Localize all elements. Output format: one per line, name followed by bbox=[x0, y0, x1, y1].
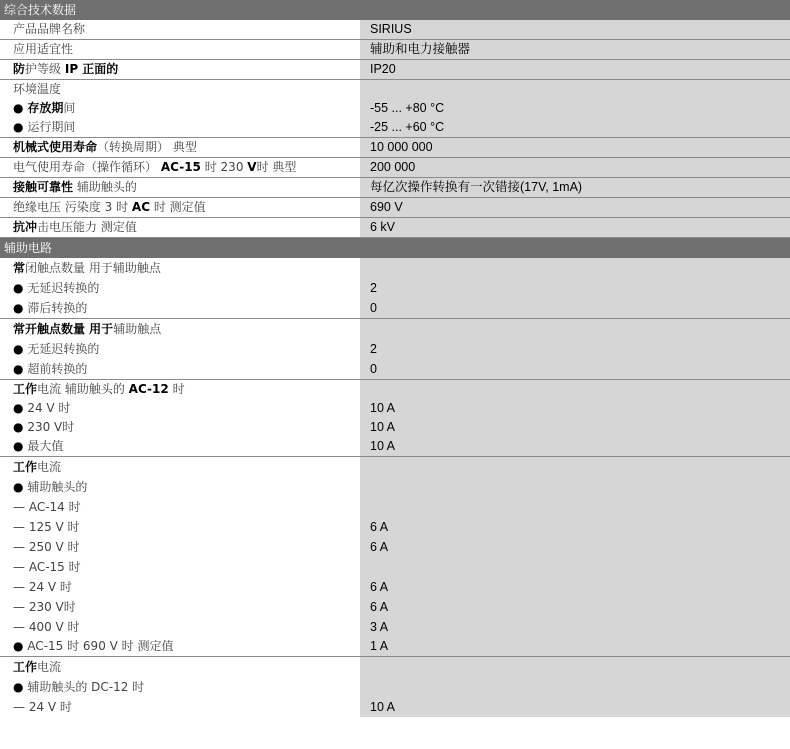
row-value: 10 A bbox=[360, 418, 790, 437]
row-value: 2 bbox=[360, 278, 790, 298]
row-value: 1 A bbox=[360, 637, 790, 657]
row-op-current-head bbox=[0, 457, 790, 478]
row-value: 6 kV bbox=[360, 218, 790, 238]
row-label: 产品品牌名称 bbox=[0, 20, 360, 40]
row-label: 防护等级 IP 正面的 bbox=[0, 60, 360, 80]
row-label: — 230 V时 bbox=[0, 597, 360, 617]
row-nc-head bbox=[0, 258, 790, 278]
row-application bbox=[0, 40, 790, 60]
bullet-icon: ● bbox=[13, 281, 24, 295]
row-label: — 250 V 时 bbox=[0, 537, 360, 557]
bullet-icon: ● bbox=[13, 120, 24, 134]
section-title: 综合技术数据 bbox=[0, 0, 790, 20]
row-insulation bbox=[0, 198, 790, 218]
row-label: 工作电流 bbox=[0, 657, 360, 678]
row-label: ● 滞后转换的 bbox=[0, 298, 360, 319]
row-value: 6 A bbox=[360, 517, 790, 537]
row-label: ● 230 V时 bbox=[0, 418, 360, 437]
row-label: ● 存放期间 bbox=[0, 99, 360, 118]
row-label: — 24 V 时 bbox=[0, 697, 360, 717]
row-value: 0 bbox=[360, 359, 790, 380]
row-label: — 24 V 时 bbox=[0, 577, 360, 597]
row-label: 工作电流 辅助触头的 AC-12 时 bbox=[0, 380, 360, 400]
row-label: ● 24 V 时 bbox=[0, 399, 360, 418]
row-label: 常开触点数量 用于辅助触点 bbox=[0, 319, 360, 340]
row-value: 690 V bbox=[360, 198, 790, 218]
row-value: 10 A bbox=[360, 697, 790, 717]
section-header-aux bbox=[0, 238, 790, 259]
row-label: — AC-15 时 bbox=[0, 557, 360, 577]
row-label: ● 超前转换的 bbox=[0, 359, 360, 380]
row-contact-reliability bbox=[0, 178, 790, 198]
bullet-icon: ● bbox=[13, 480, 24, 494]
row-no-instant bbox=[0, 339, 790, 359]
row-label: — 400 V 时 bbox=[0, 617, 360, 637]
row-value: 10 A bbox=[360, 399, 790, 418]
bullet-icon: ● bbox=[13, 342, 24, 356]
row-ac15-690v bbox=[0, 637, 790, 657]
row-label: 绝缘电压 污染度 3 时 AC 时 测定值 bbox=[0, 198, 360, 218]
row-ac14 bbox=[0, 497, 790, 517]
bullet-icon: ● bbox=[13, 439, 24, 453]
bullet-icon: ● bbox=[13, 401, 24, 415]
row-ac14-125v bbox=[0, 517, 790, 537]
row-label: 电气使用寿命（操作循环） AC-15 时 230 V时 典型 bbox=[0, 158, 360, 178]
row-label: — AC-14 时 bbox=[0, 497, 360, 517]
row-label: 机械式使用寿命（转换周期） 典型 bbox=[0, 138, 360, 158]
row-label: ● 辅助触头的 bbox=[0, 477, 360, 497]
row-dc12 bbox=[0, 677, 790, 697]
row-ac12-24v bbox=[0, 399, 790, 418]
row-ac15-400v bbox=[0, 617, 790, 637]
row-nc-lagging bbox=[0, 298, 790, 319]
bullet-icon: ● bbox=[13, 101, 24, 115]
row-label: ● 运行期间 bbox=[0, 118, 360, 138]
row-value: 6 A bbox=[360, 577, 790, 597]
row-ac15-230v bbox=[0, 597, 790, 617]
row-ac12-230v bbox=[0, 418, 790, 437]
bullet-icon: ● bbox=[13, 680, 24, 694]
row-ac12-max bbox=[0, 437, 790, 457]
row-value: SIRIUS bbox=[360, 20, 790, 40]
bullet-icon: ● bbox=[13, 639, 24, 653]
row-ambient bbox=[0, 80, 790, 100]
row-value: -55 ... +80 °C bbox=[360, 99, 790, 118]
row-label: ● 辅助触头的 DC-12 时 bbox=[0, 677, 360, 697]
bullet-icon: ● bbox=[13, 420, 24, 434]
row-ac15-24v bbox=[0, 577, 790, 597]
row-storage bbox=[0, 99, 790, 118]
row-ac15 bbox=[0, 557, 790, 577]
row-value: 0 bbox=[360, 298, 790, 319]
row-label: ● 最大值 bbox=[0, 437, 360, 457]
bullet-icon: ● bbox=[13, 301, 24, 315]
row-label: ● AC-15 时 690 V 时 测定值 bbox=[0, 637, 360, 657]
row-protection bbox=[0, 60, 790, 80]
row-value: 200 000 bbox=[360, 158, 790, 178]
row-value: 辅助和电力接触器 bbox=[360, 40, 790, 60]
row-value: 每亿次操作转换有一次错接(17V, 1mA) bbox=[360, 178, 790, 198]
row-label: ● 无延迟转换的 bbox=[0, 278, 360, 298]
row-value: 10 000 000 bbox=[360, 138, 790, 158]
row-label: 抗冲击电压能力 测定值 bbox=[0, 218, 360, 238]
row-value: 6 A bbox=[360, 537, 790, 557]
section-title: 辅助电路 bbox=[0, 238, 790, 259]
row-value: 6 A bbox=[360, 597, 790, 617]
row-dc12-24v bbox=[0, 697, 790, 717]
row-value: IP20 bbox=[360, 60, 790, 80]
row-label: ● 无延迟转换的 bbox=[0, 339, 360, 359]
row-value: 3 A bbox=[360, 617, 790, 637]
row-aux-contacts bbox=[0, 477, 790, 497]
row-nc-instant bbox=[0, 278, 790, 298]
row-value: -25 ... +60 °C bbox=[360, 118, 790, 138]
row-no-head bbox=[0, 319, 790, 340]
row-mech-life bbox=[0, 138, 790, 158]
row-op-current-head-2 bbox=[0, 657, 790, 678]
row-label: — 125 V 时 bbox=[0, 517, 360, 537]
row-label: 应用适宜性 bbox=[0, 40, 360, 60]
row-operation bbox=[0, 118, 790, 138]
row-ac14-250v bbox=[0, 537, 790, 557]
row-no-leading bbox=[0, 359, 790, 380]
row-brand bbox=[0, 20, 790, 40]
section-header-general bbox=[0, 0, 790, 20]
row-surge bbox=[0, 218, 790, 238]
row-label: 常闭触点数量 用于辅助触点 bbox=[0, 258, 360, 278]
row-label: 接触可靠性 辅助触头的 bbox=[0, 178, 360, 198]
bullet-icon: ● bbox=[13, 362, 24, 376]
row-elec-life bbox=[0, 158, 790, 178]
row-value: 2 bbox=[360, 339, 790, 359]
row-ac12-head bbox=[0, 380, 790, 400]
row-label: 工作电流 bbox=[0, 457, 360, 478]
row-value: 10 A bbox=[360, 437, 790, 457]
row-label: 环境温度 bbox=[0, 80, 360, 100]
